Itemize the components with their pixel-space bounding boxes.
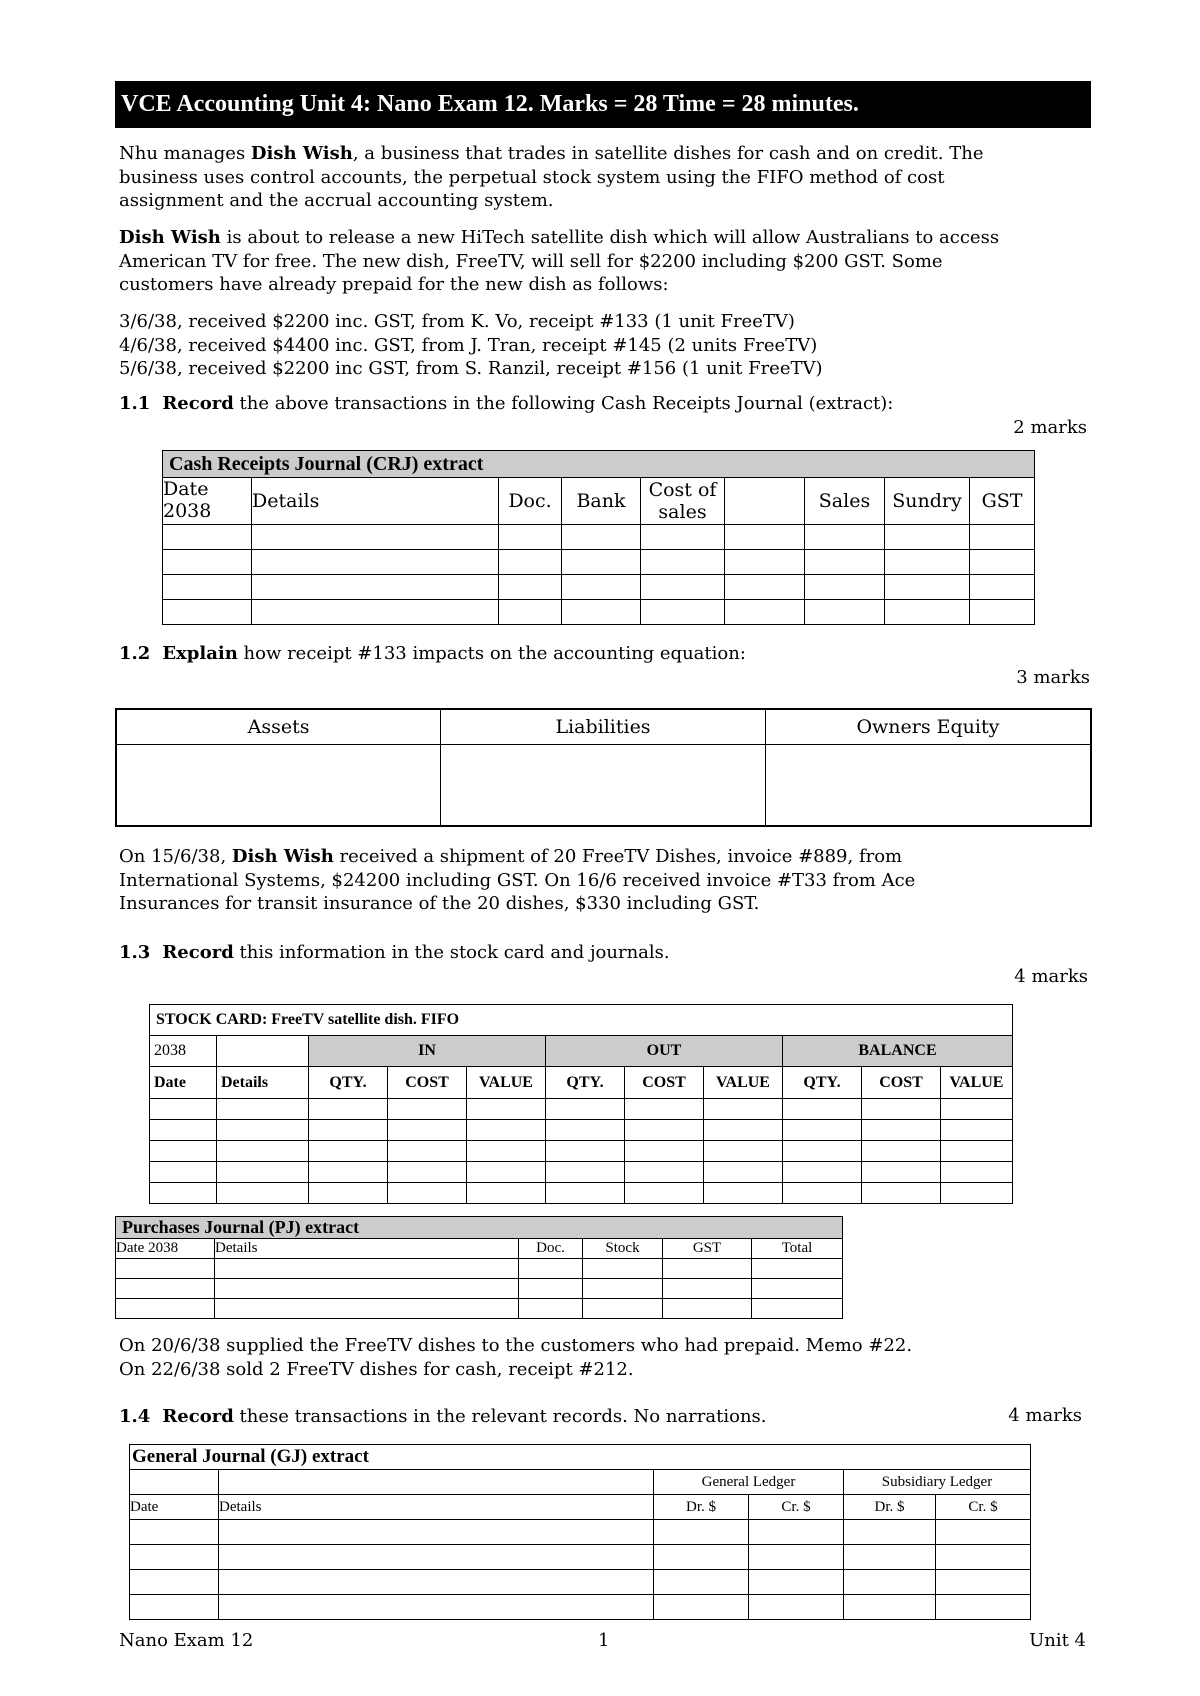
stock-card-col-value: VALUE xyxy=(704,1067,783,1099)
stock-card-col-cost: COST xyxy=(862,1067,941,1099)
accounting-equation-table xyxy=(115,708,1092,827)
question-1-3-marks: 4 marks xyxy=(1014,966,1088,987)
crj-col-sundry: Sundry xyxy=(885,478,970,525)
pj-col-date: Date 2038 xyxy=(116,1239,215,1259)
liabilities-header: Liabilities xyxy=(441,709,766,744)
table-row xyxy=(150,1183,1013,1204)
stock-card-col-qty: QTY. xyxy=(309,1067,388,1099)
question-1-4: 1.4 Record these transactions in the relevant records. No narrations. xyxy=(119,1406,767,1427)
pj-col-details: Details xyxy=(215,1239,519,1259)
cash-receipts-journal xyxy=(162,450,1035,625)
question-1-3: 1.3 Record this information in the stock card and journals. xyxy=(119,942,670,963)
supply-paragraph: On 20/6/38 supplied the FreeTV dishes to the customers who had prepaid. Memo #22. On 22/6/38 sold 2 FreeTV dishes for cash, receipt #212. xyxy=(119,1335,913,1380)
table-row xyxy=(130,1595,1031,1620)
stock-card-col-qty: QTY. xyxy=(783,1067,862,1099)
crj-col-bank: Bank xyxy=(562,478,641,525)
stock-card-col-qty: QTY. xyxy=(546,1067,625,1099)
gj-col-cr: Cr. $ xyxy=(936,1495,1031,1520)
table-row xyxy=(130,1520,1031,1545)
gj-general-ledger: General Ledger xyxy=(654,1470,844,1495)
crj-col-sales: Sales xyxy=(805,478,885,525)
pj-col-doc: Doc. xyxy=(519,1239,583,1259)
intro-paragraph-1: Nhu manages Dish Wish, a business that trades in satellite dishes for cash and on credit. The business uses control accounts, the perpetual stock system using the FIFO method of cost assignment and the accrual accounting system. xyxy=(119,143,984,211)
receipt-item: 3/6/38, received $2200 inc. GST, from K. Vo, receipt #133 (1 unit FreeTV) xyxy=(119,311,795,332)
crj-col-doc: Doc. xyxy=(499,478,562,525)
question-1-2: 1.2 Explain how receipt #133 impacts on the accounting equation: xyxy=(119,643,746,664)
question-1-2-marks: 3 marks xyxy=(1016,667,1090,688)
stock-card xyxy=(149,1004,1013,1204)
assets-header: Assets xyxy=(116,709,441,744)
footer-left: Nano Exam 12 xyxy=(119,1630,254,1651)
purchases-journal xyxy=(115,1216,843,1319)
footer-page-number: 1 xyxy=(598,1630,610,1651)
gj-col-dr: Dr. $ xyxy=(844,1495,936,1520)
shipment-paragraph: On 15/6/38, Dish Wish received a shipment of 20 FreeTV Dishes, invoice #889, from International Systems, $24200 including GST. On 16/6 received invoice #T33 from Ace Insurances for transit insurance of the 20 dishes, $330 including GST. xyxy=(119,846,916,914)
receipt-list xyxy=(119,310,823,381)
table-row xyxy=(150,1162,1013,1183)
table-row xyxy=(116,1279,843,1299)
pj-col-gst: GST xyxy=(663,1239,752,1259)
gj-col-cr: Cr. $ xyxy=(749,1495,844,1520)
table-row xyxy=(130,1545,1031,1570)
table-row xyxy=(116,1259,843,1279)
crj-col-date: Date 2038 xyxy=(163,478,252,525)
owners-equity-header: Owners Equity xyxy=(765,709,1091,744)
gj-col-dr: Dr. $ xyxy=(654,1495,749,1520)
table-row xyxy=(150,1141,1013,1162)
question-1-1: 1.1 Record the above transactions in the following Cash Receipts Journal (extract): xyxy=(119,393,894,414)
gj-col-date: Date xyxy=(130,1495,219,1520)
intro-paragraph-2: Dish Wish is about to release a new HiTech satellite dish which will allow Australians to access American TV for free. The new dish, FreeTV, will sell for $2200 including $200 GST. Some customers have already prepaid for the new dish as follows: xyxy=(119,227,1000,295)
crj-title: Cash Receipts Journal (CRJ) extract xyxy=(163,451,1035,478)
pj-title: Purchases Journal (PJ) extract xyxy=(116,1217,843,1239)
question-1-1-marks: 2 marks xyxy=(1013,417,1087,438)
table-row xyxy=(163,600,1035,625)
stock-card-col-value: VALUE xyxy=(941,1067,1013,1099)
question-1-4-marks: 4 marks xyxy=(1008,1405,1082,1426)
stock-card-in: IN xyxy=(309,1036,546,1067)
stock-card-col-details: Details xyxy=(217,1067,309,1099)
table-row xyxy=(163,525,1035,550)
table-row xyxy=(150,1120,1013,1141)
table-row xyxy=(163,550,1035,575)
table-row xyxy=(163,575,1035,600)
crj-col-gst: GST xyxy=(970,478,1035,525)
exam-title: VCE Accounting Unit 4: Nano Exam 12. Marks = 28 Time = 28 minutes. xyxy=(115,81,1091,128)
crj-col-details: Details xyxy=(252,478,499,525)
gj-title: General Journal (GJ) extract xyxy=(130,1445,1031,1470)
general-journal xyxy=(129,1444,1031,1620)
stock-card-col-cost: COST xyxy=(388,1067,467,1099)
crj-col-blank xyxy=(725,478,805,525)
stock-card-title: STOCK CARD: FreeTV satellite dish. FIFO xyxy=(150,1005,1013,1036)
receipt-item: 4/6/38, received $4400 inc. GST, from J. Tran, receipt #145 (2 units FreeTV) xyxy=(119,334,818,356)
stock-card-out: OUT xyxy=(546,1036,783,1067)
crj-col-cost-of-sales: Cost of sales xyxy=(641,478,725,525)
footer-right: Unit 4 xyxy=(1029,1630,1086,1651)
gj-col-details: Details xyxy=(219,1495,654,1520)
stock-card-col-cost: COST xyxy=(625,1067,704,1099)
pj-col-total: Total xyxy=(752,1239,843,1259)
receipt-item: 5/6/38, received $2200 inc GST, from S. Ranzil, receipt #156 (1 unit FreeTV) xyxy=(119,358,823,379)
table-row xyxy=(130,1570,1031,1595)
pj-col-stock: Stock xyxy=(583,1239,663,1259)
stock-card-col-value: VALUE xyxy=(467,1067,546,1099)
stock-card-balance: BALANCE xyxy=(783,1036,1013,1067)
stock-card-year: 2038 xyxy=(150,1036,217,1067)
gj-subsidiary-ledger: Subsidiary Ledger xyxy=(844,1470,1031,1495)
table-row xyxy=(116,1299,843,1319)
stock-card-col-date: Date xyxy=(150,1067,217,1099)
table-row xyxy=(150,1099,1013,1120)
